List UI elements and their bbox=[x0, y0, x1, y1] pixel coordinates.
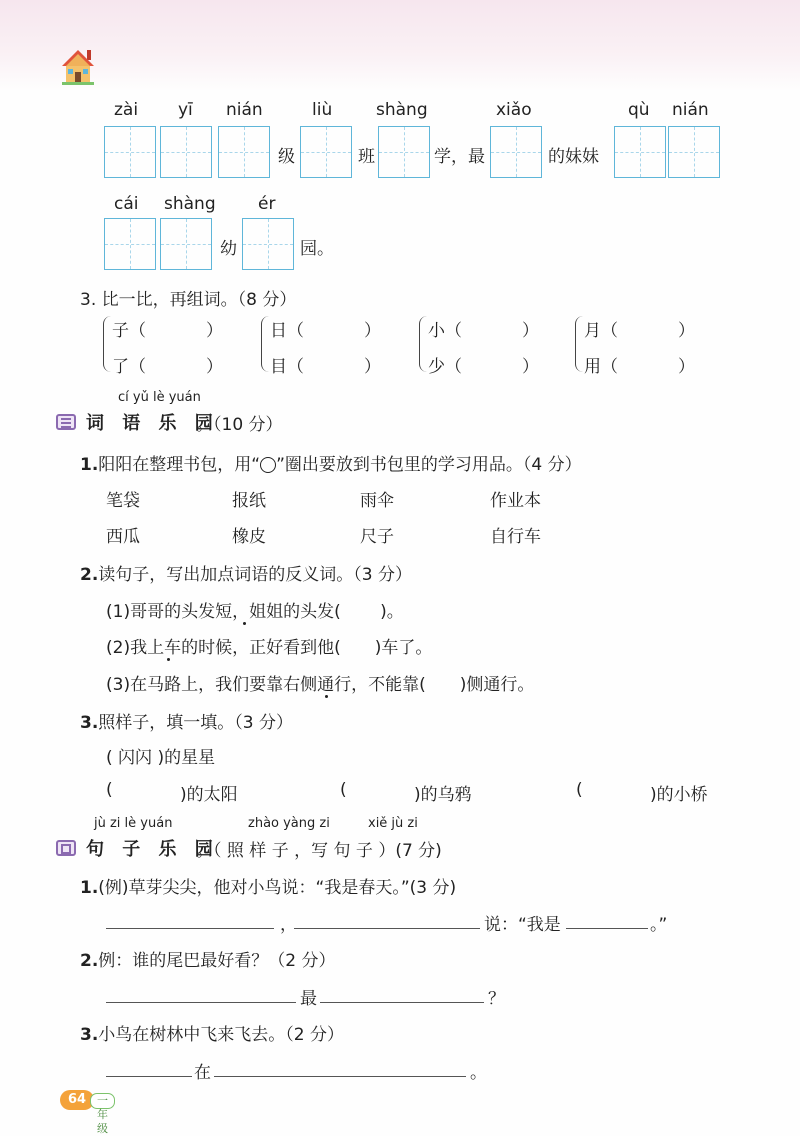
punct: ， bbox=[280, 915, 297, 935]
compare-char: 子（ bbox=[112, 321, 146, 341]
tianzi-box[interactable] bbox=[668, 126, 720, 178]
dotted-word: 上 bbox=[147, 638, 165, 658]
house-icon bbox=[60, 46, 96, 86]
item[interactable]: 雨伞 bbox=[360, 491, 394, 511]
emphasis-dot bbox=[243, 622, 246, 625]
pinyin: yī bbox=[178, 100, 193, 120]
compare-char: 用（ bbox=[584, 357, 618, 377]
tianzi-box[interactable] bbox=[300, 126, 352, 178]
paren-close: ） bbox=[522, 321, 539, 341]
answer-line[interactable] bbox=[320, 1002, 484, 1003]
paren-open: ( bbox=[106, 780, 113, 800]
dotted-word: 短 bbox=[215, 602, 233, 622]
compare-char: 小（ bbox=[428, 321, 462, 341]
blank-suffix: )的乌鸦 bbox=[414, 785, 472, 805]
tianzi-box[interactable] bbox=[242, 218, 294, 270]
tianzi-box[interactable] bbox=[104, 126, 156, 178]
text: 园。 bbox=[300, 239, 334, 259]
blank-suffix: )的小桥 bbox=[650, 785, 708, 805]
section-score: 。（10 分） bbox=[196, 415, 283, 435]
page-number: 64 bbox=[60, 1090, 94, 1110]
item[interactable]: 尺子 bbox=[360, 527, 394, 547]
section-pinyin: jù zi lè yuán bbox=[94, 816, 173, 831]
answer-line[interactable] bbox=[106, 928, 274, 929]
pinyin: qù bbox=[628, 100, 650, 120]
section-pinyin: xiě jù zi bbox=[368, 816, 418, 831]
paren-close: ） bbox=[678, 321, 695, 341]
section-pinyin: cí yǔ lè yuán bbox=[118, 390, 201, 405]
top-band bbox=[0, 0, 800, 92]
question-3: 3.小鸟在树林中飞来飞去。（2 分） bbox=[80, 1025, 345, 1045]
pinyin: xiǎo bbox=[496, 100, 532, 120]
pinyin: ér bbox=[258, 194, 276, 214]
answer-line[interactable] bbox=[106, 1002, 296, 1003]
pinyin: shàng bbox=[164, 194, 216, 214]
emphasis-dot bbox=[325, 695, 328, 698]
question-title: 3. 比一比，再组词。（8 分） bbox=[80, 290, 297, 310]
compare-char: 目（ bbox=[270, 357, 304, 377]
text: 幼 bbox=[220, 239, 237, 259]
blank-suffix: )的太阳 bbox=[180, 785, 238, 805]
question-2: 2.例：谁的尾巴最好看？（2 分） bbox=[80, 951, 336, 971]
section-number-badge-4 bbox=[56, 840, 76, 856]
paren-close: ） bbox=[678, 357, 695, 377]
pinyin: zài bbox=[114, 100, 139, 120]
item[interactable]: 作业本 bbox=[490, 491, 541, 511]
text: 在 bbox=[194, 1063, 211, 1083]
punct: ？ bbox=[488, 989, 505, 1009]
item[interactable]: 报纸 bbox=[232, 491, 266, 511]
text: 班 bbox=[358, 147, 375, 167]
compare-char: 月（ bbox=[584, 321, 618, 341]
pinyin: cái bbox=[114, 194, 139, 214]
pinyin: nián bbox=[672, 100, 709, 120]
section-title: 句 子 乐 园 bbox=[86, 839, 219, 860]
paren-close: ） bbox=[364, 321, 381, 341]
sentence-1: (1)哥哥的头发短，姐姐的头发( )。 bbox=[106, 602, 404, 622]
compare-char: 日（ bbox=[270, 321, 304, 341]
question-3: 3.照样子，填一填。（3 分） bbox=[80, 713, 294, 733]
paren-close: ） bbox=[206, 321, 223, 341]
sentence-2: (2)我上车的时候，正好看到他( )车了。 bbox=[106, 638, 433, 658]
dotted-word: 右 bbox=[283, 675, 301, 695]
punct: 。” bbox=[650, 915, 668, 935]
pinyin: liù bbox=[312, 100, 333, 120]
answer-line[interactable] bbox=[294, 928, 480, 929]
item[interactable]: 笔袋 bbox=[106, 491, 140, 511]
section-pinyin: zhào yàng zi bbox=[248, 816, 330, 831]
paren-close: ） bbox=[206, 357, 223, 377]
item[interactable]: 橡皮 bbox=[232, 527, 266, 547]
punct: 。 bbox=[470, 1063, 487, 1083]
question-1: 1.(例)草芽尖尖，他对小鸟说：“我是春天。”(3 分) bbox=[80, 878, 457, 898]
text: 级 bbox=[278, 147, 295, 167]
emphasis-dot bbox=[167, 658, 170, 661]
text: 说：“我是 bbox=[484, 915, 561, 935]
text: 学，最 bbox=[434, 147, 485, 167]
tianzi-box[interactable] bbox=[104, 218, 156, 270]
question-1: 1.阳阳在整理书包，用“ ”圈出要放到书包里的学习用品。（4 分） bbox=[80, 455, 582, 475]
pinyin: shàng bbox=[376, 100, 428, 120]
tianzi-box[interactable] bbox=[218, 126, 270, 178]
section-title: 词 语 乐 园 bbox=[86, 413, 219, 434]
answer-line[interactable] bbox=[566, 928, 648, 929]
compare-char: 少（ bbox=[428, 357, 462, 377]
answer-line[interactable] bbox=[214, 1076, 466, 1077]
sentence-3: (3)在马路上，我们要靠右侧通行，不能靠( )侧通行。 bbox=[106, 675, 535, 695]
pinyin: nián bbox=[226, 100, 263, 120]
example: ( 闪闪 )的星星 bbox=[106, 748, 216, 768]
compare-char: 了（ bbox=[112, 357, 146, 377]
text: 的妹妹 bbox=[548, 147, 599, 167]
section-score: 。（ 照 样 子 ，写 句 子 ）(7 分) bbox=[196, 841, 442, 861]
question-2: 2.读句子，写出加点词语的反义词。（3 分） bbox=[80, 565, 413, 585]
paren-close: ） bbox=[522, 357, 539, 377]
tianzi-box[interactable] bbox=[160, 126, 212, 178]
paren-open: ( bbox=[340, 780, 347, 800]
tianzi-box[interactable] bbox=[490, 126, 542, 178]
paren-close: ） bbox=[364, 357, 381, 377]
answer-line[interactable] bbox=[106, 1076, 192, 1077]
tianzi-box[interactable] bbox=[160, 218, 212, 270]
paren-open: ( bbox=[576, 780, 583, 800]
tianzi-box[interactable] bbox=[614, 126, 666, 178]
tianzi-box[interactable] bbox=[378, 126, 430, 178]
text: 最 bbox=[300, 989, 317, 1009]
circle-icon bbox=[260, 457, 276, 473]
grade-tag: 一年级 bbox=[90, 1093, 115, 1109]
item[interactable]: 自行车 bbox=[490, 527, 541, 547]
section-number-badge-3 bbox=[56, 414, 76, 430]
item[interactable]: 西瓜 bbox=[106, 527, 140, 547]
